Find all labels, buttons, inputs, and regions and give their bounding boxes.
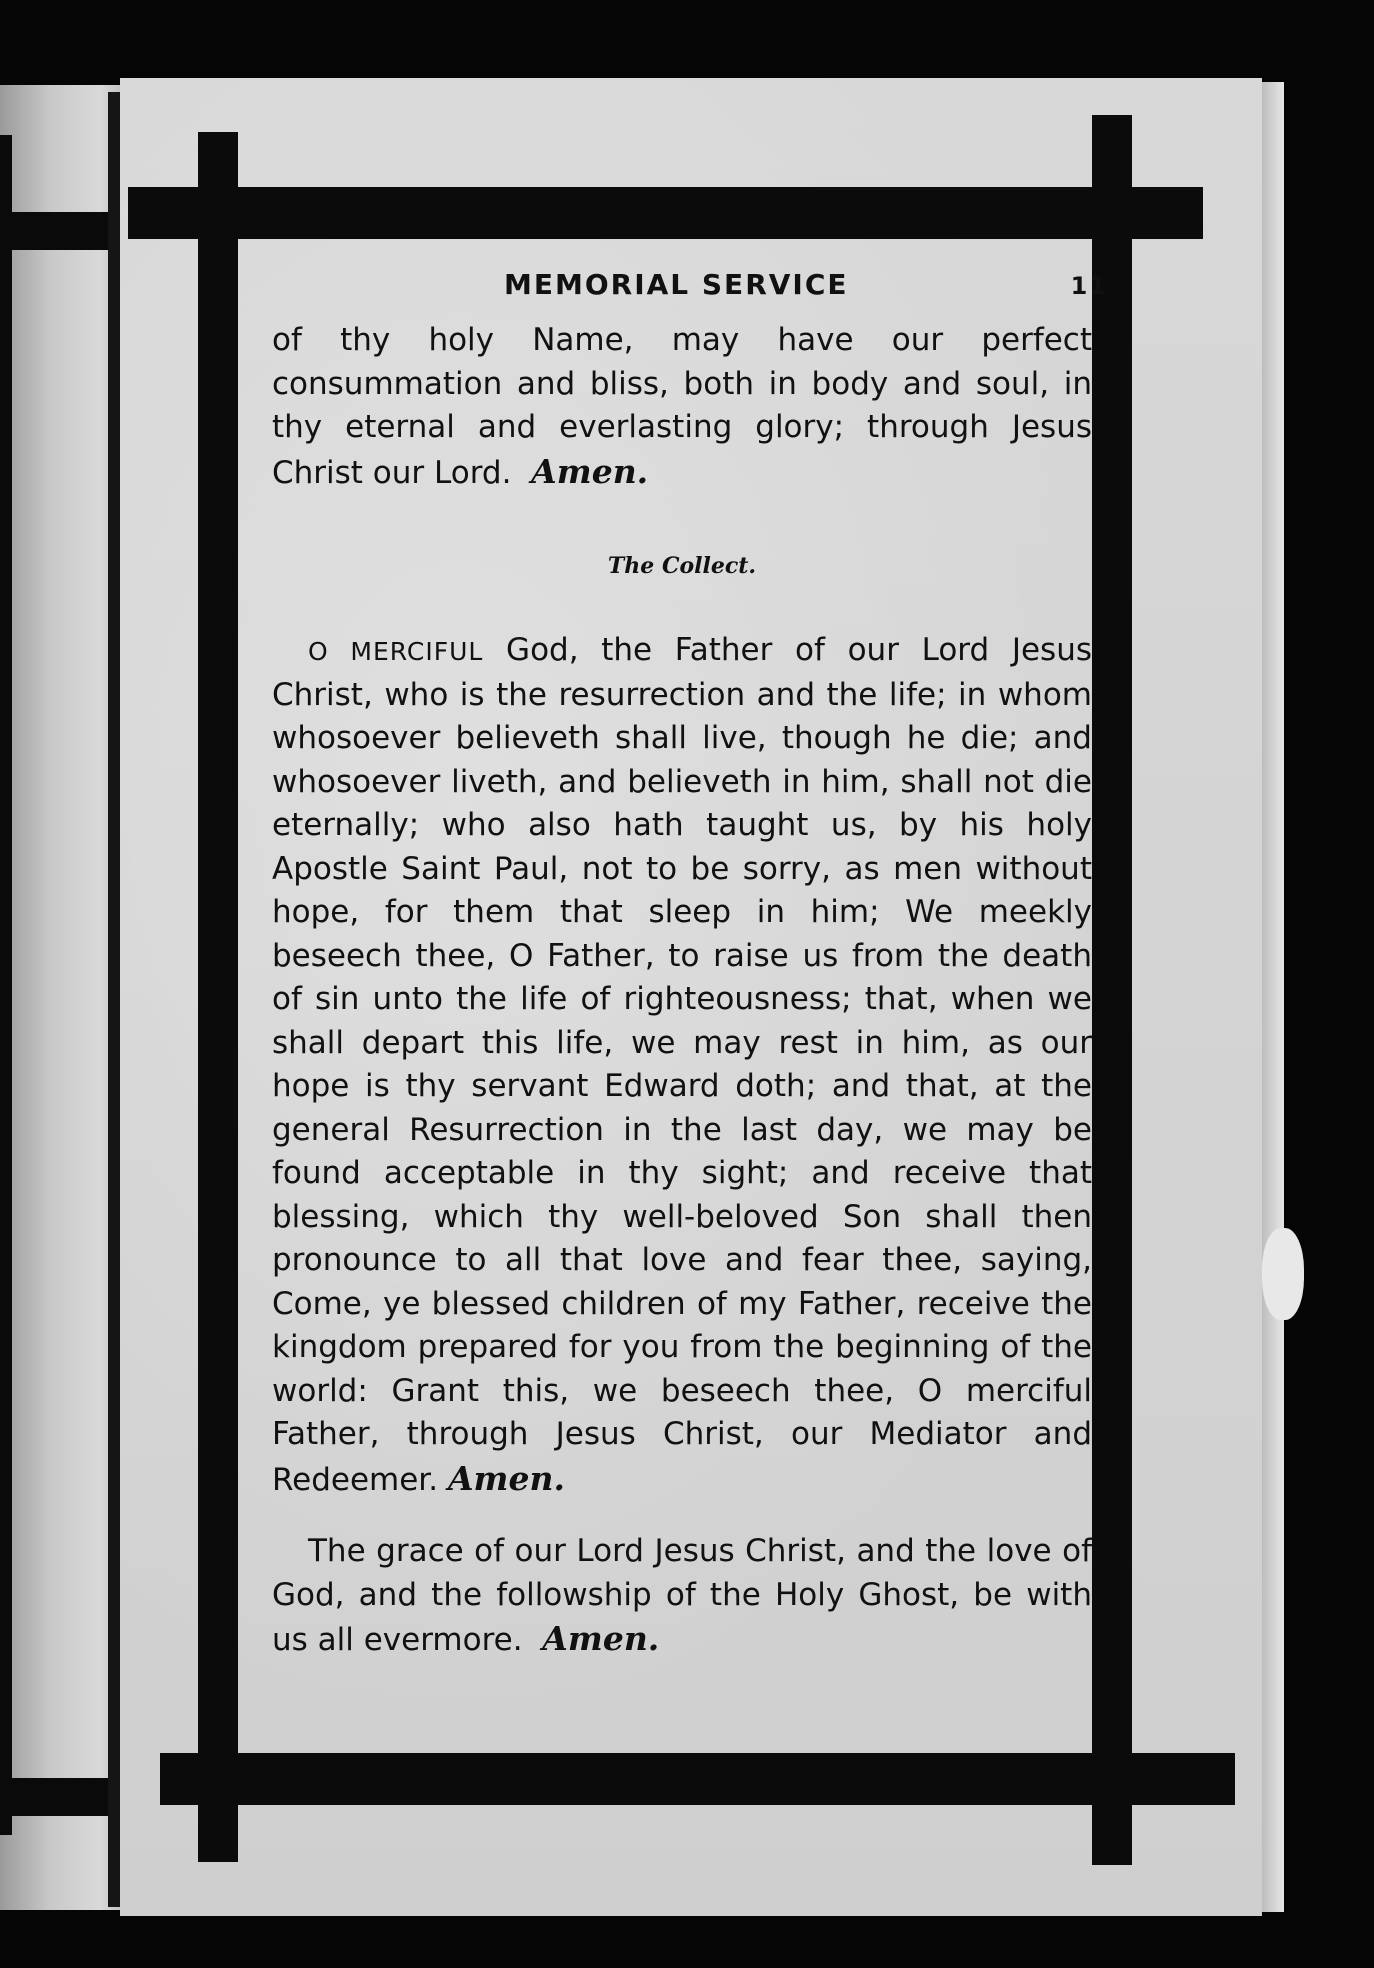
running-head	[272, 268, 1108, 301]
border-left-bar	[198, 132, 238, 1862]
grace-text: The grace of our Lord Jesus Christ, and the love of God, and the followship of the Holy Ghost, be with us all evermore.	[272, 1533, 1092, 1658]
grace-paragraph	[272, 1530, 1092, 1663]
border-bottom-bar	[160, 1753, 1235, 1805]
border-right-bar	[1092, 115, 1132, 1865]
collect-text: God, the Father of our Lord Jesus Christ, who is the resurrection and the life; in whom whosoever believeth shall live, though he die; and whosoever liveth, and believeth in him, shall not die eternally; who also hath taught us, by his holy Apostle Saint Paul, not to be sorry, as men without hope, for them that sleep in him; We meekly beseech thee, O Father, to raise us from the death of sin unto the life of righteousness; that, when we shall depart this life, we may rest in him, as our hope is thy servant Edward doth; and that, at the general Resurrection in the last day, we may be found acceptable in thy sight; and receive that blessing, which thy well-beloved Son shall then pronounce to all that love and fear thee, saying, Come, ye blessed children of my Father, receive the kingdom prepared for you from the beginning of the world: Grant this, we beseech thee, O merciful Father, through Jesus Christ, our Mediator and Redeemer.	[272, 632, 1093, 1498]
facing-page-border-left	[0, 135, 12, 1835]
grace-amen: Amen.	[542, 1619, 660, 1658]
collect-heading: The Collect.	[607, 553, 757, 579]
prayer-ending	[272, 319, 1092, 495]
facing-page	[0, 85, 125, 1910]
border-top-bar	[128, 187, 1203, 239]
book-spine	[108, 92, 120, 1907]
paper-damage	[1262, 1228, 1304, 1320]
collect-amen: Amen.	[447, 1458, 565, 1498]
prayer-ending-text: of thy holy Name, may have our perfect consummation and bliss, both in body and soul, in thy eternal and everlasting glory; through Jesus Christ our Lord.	[272, 322, 1092, 491]
page-number: 11	[1070, 272, 1108, 300]
running-head-title: MEMORIAL SERVICE	[504, 268, 849, 301]
facing-page-border-bottom	[0, 1778, 110, 1816]
page-content	[272, 268, 1108, 1663]
facing-page-border-top	[0, 212, 110, 250]
collect-paragraph	[272, 629, 1092, 1502]
collect-opening: O MERCIFUL	[308, 637, 484, 666]
page-edge	[1262, 82, 1284, 1912]
prayer-amen: Amen.	[531, 451, 649, 491]
